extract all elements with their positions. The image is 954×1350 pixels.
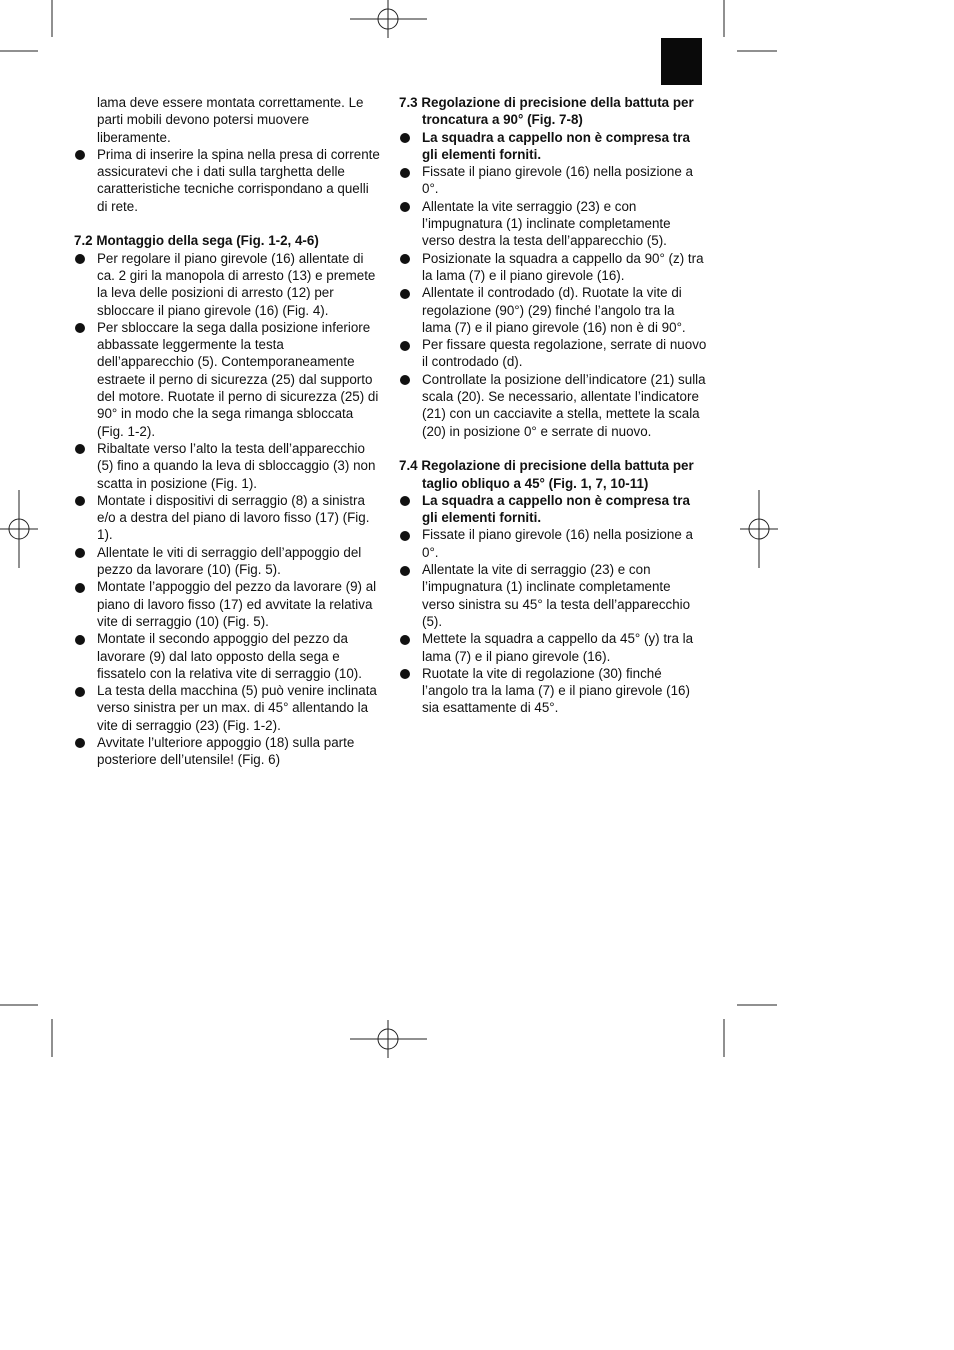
- list-item: Montate i dispositivi di serraggio (8) a sinistra e/o a destra del piano di lavoro fisso (17) (Fig. 1).: [74, 492, 380, 544]
- list-item: Ribaltate verso l’alto la testa dell’apparecchio (5) fino a quando la leva di sbloccaggio (3) non scatta in posizione (Fig. 1).: [74, 440, 380, 492]
- bullet-icon: [75, 548, 85, 558]
- continuation-text: lama deve essere montata correttamente. Le parti mobili devono potersi muovere liberamente.: [97, 95, 364, 145]
- bullet-icon: [75, 496, 85, 506]
- bullet-icon: [400, 133, 410, 143]
- list-item-note: La squadra a cappello non è compresa tra gli elementi forniti.: [399, 129, 707, 164]
- bullet-icon: [400, 566, 410, 576]
- section-heading-7-3: 7.3 Regolazione di precisione della battuta per troncatura a 90° (Fig. 7-8): [399, 95, 694, 128]
- bullet-icon: [75, 583, 85, 593]
- list-item: La testa della macchina (5) può venire inclinata verso sinistra per un max. di 45° allentando la vite di serraggio (23) (Fig. 1-2).: [74, 682, 380, 734]
- bullet-icon: [400, 375, 410, 385]
- list-item: Fissate il piano girevole (16) nella posizione a 0°.: [399, 526, 707, 561]
- list-item: Prima di inserire la spina nella presa di corrente assicuratevi che i dati sulla targhetta delle caratteristiche tecniche corrispondano a quelli di rete.: [74, 146, 380, 215]
- bullet-icon: [400, 635, 410, 645]
- bullet-icon: [400, 254, 410, 264]
- list-item: Allentate il controdado (d). Ruotate la vite di regolazione (90°) (29) finché l’angolo tra la lama (7) e il piano girevole (16) non è di 90°.: [399, 284, 707, 336]
- section-heading-7-4: 7.4 Regolazione di precisione della battuta per taglio obliquo a 45° (Fig. 1, 7, 10-11): [399, 458, 694, 491]
- bullet-icon: [75, 323, 85, 333]
- list-item: Ruotate la vite di regolazione (30) finché l’angolo tra la lama (7) e il piano girevole (16) sia esattamente di 45°.: [399, 665, 707, 717]
- bullet-icon: [75, 635, 85, 645]
- list-item: Per sbloccare la sega dalla posizione inferiore abbassate leggermente la testa dell’apparecchio (5). Contemporaneamente estraete il perno di sicurezza (25) dal supporto del motore. Ruotate il perno di sicurezza (25) di 90° in modo che la sega rimanga sbloccata (Fig. 1-2).: [74, 319, 380, 440]
- registration-mark-right: [740, 490, 778, 568]
- list-item: Posizionate la squadra a cappello da 90° (z) tra la lama (7) e il piano girevole (16).: [399, 250, 707, 285]
- bullet-icon: [400, 341, 410, 351]
- registration-mark-bottom: [350, 1020, 427, 1058]
- list-item: Avvitate l’ulteriore appoggio (18) sulla parte posteriore dell’utensile! (Fig. 6): [74, 734, 380, 769]
- list-item: Controllate la posizione dell’indicatore (21) sulla scala (20). Se necessario, allentate l’indicatore (21) con un cacciavite a stella, mettete la scala (20) in posizione 0° e serrate di nuovo.: [399, 371, 707, 440]
- list-item-note: La squadra a cappello non è compresa tra gli elementi forniti.: [399, 492, 707, 527]
- bullet-icon: [400, 289, 410, 299]
- list-item: Allentate le viti di serraggio dell’appoggio del pezzo da lavorare (10) (Fig. 5).: [74, 544, 380, 579]
- right-column: [399, 94, 707, 717]
- list-item: Mettete la squadra a cappello da 45° (y) tra la lama (7) e il piano girevole (16).: [399, 630, 707, 665]
- language-thumb-tab: [661, 38, 702, 85]
- bullet-icon: [75, 444, 85, 454]
- bullet-icon: [400, 202, 410, 212]
- bullet-icon: [400, 496, 410, 506]
- bullet-icon: [400, 531, 410, 541]
- list-item: Montate il secondo appoggio del pezzo da lavorare (9) dal lato opposto della sega e fissatelo con la relativa vite di serraggio (10).: [74, 630, 380, 682]
- bullet-icon: [75, 738, 85, 748]
- bullet-icon: [75, 150, 85, 160]
- bullet-icon: [400, 669, 410, 679]
- left-column: [74, 94, 380, 769]
- list-item: Fissate il piano girevole (16) nella posizione a 0°.: [399, 163, 707, 198]
- bullet-icon: [75, 254, 85, 264]
- bullet-icon: [75, 687, 85, 697]
- list-item: Per regolare il piano girevole (16) allentate di ca. 2 giri la manopola di arresto (13) e premete la leva delle posizioni di arresto (12) per sbloccare il piano girevole (16) (Fig. 4).: [74, 250, 380, 319]
- list-item: Montate l’appoggio del pezzo da lavorare (9) al piano di lavoro fisso (17) ed avvitate la relativa vite di serraggio (10) (Fig. 5).: [74, 578, 380, 630]
- list-item: Allentate la vite di serraggio (23) e con l’impugnatura (1) inclinate completamente verso sinistra su 45° la testa dell’apparecchio (5).: [399, 561, 707, 630]
- registration-mark-top: [350, 0, 427, 38]
- list-item: Allentate la vite serraggio (23) e con l’impugnatura (1) inclinate completamente verso destra la testa dell’apparecchio (5).: [399, 198, 707, 250]
- bullet-icon: [400, 168, 410, 178]
- list-item: Per fissare questa regolazione, serrate di nuovo il controdado (d).: [399, 336, 707, 371]
- section-heading-7-2: 7.2 Montaggio della sega (Fig. 1-2, 4-6): [74, 233, 319, 249]
- registration-mark-left: [0, 490, 38, 568]
